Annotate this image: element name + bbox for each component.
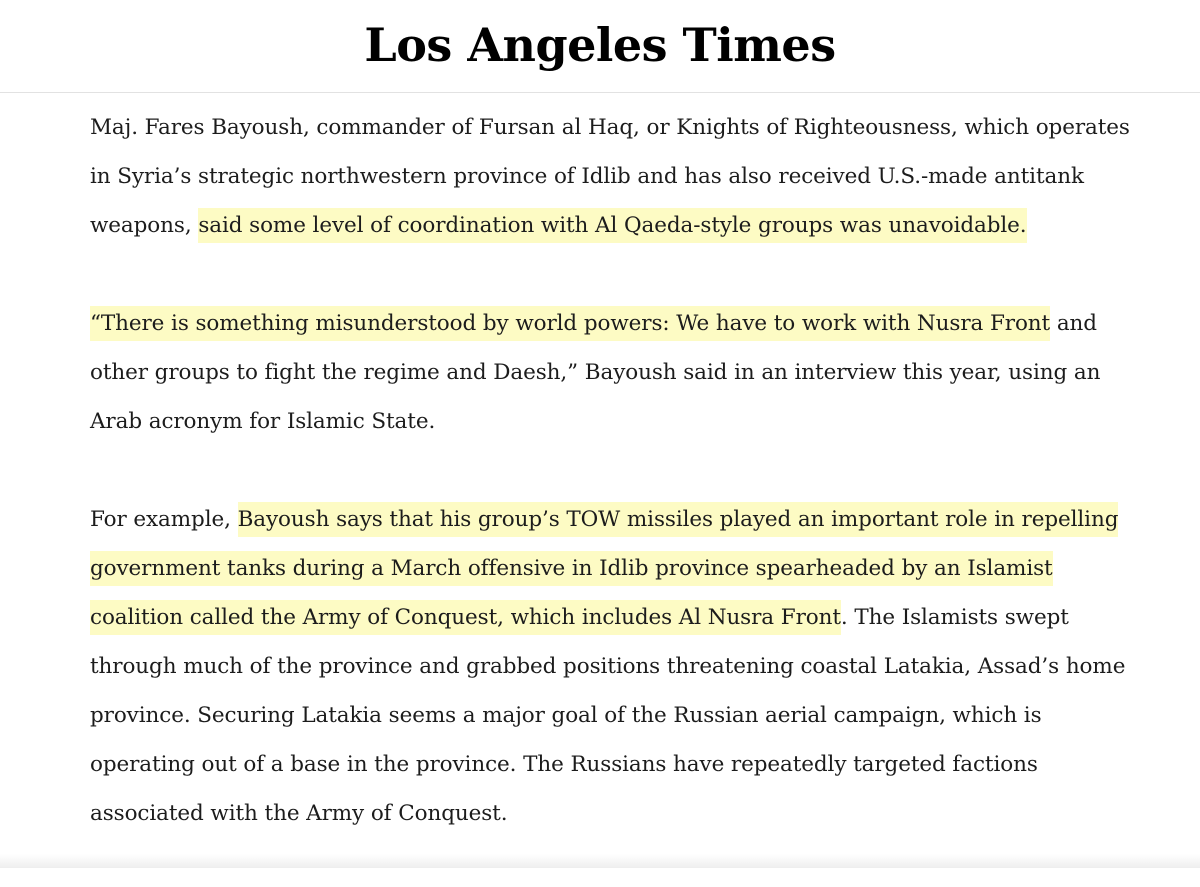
article-paragraph-1 — [90, 103, 1150, 250]
paragraph-text: Maj. Fares Bayoush, commander of Fursan al Haq, or Knights of Righteousness, which operates in Syria’s strategic northwestern province of Idlib and has also received U.S.-made antitank weapons, — [90, 115, 1130, 238]
highlighted-text: said some level of coordination with Al Qaeda-style groups was unavoidable. — [198, 208, 1026, 243]
article-body — [90, 103, 1150, 887]
paragraph-text: and other groups to fight the regime and Daesh,” Bayoush said in an interview this year, using an Arab acronym for Islamic State. — [90, 311, 1101, 434]
masthead — [0, 0, 1200, 93]
paragraph-text: . The Islamists swept through much of the province and grabbed positions threatening coastal Latakia, Assad’s home province. Securing Latakia seems a major goal of the Russian aerial campaign, which is operating out of a base in the province. The Russians have repeatedly targeted factions associated with the Army of Conquest. — [90, 605, 1126, 826]
article-paragraph-3 — [90, 495, 1150, 838]
highlighted-text: Bayoush says that his group’s TOW missiles played an important role in repelling government tanks during a March offensive in Idlib province spearheaded by an Islamist coalition called the Army of Conquest, which includes Al Nusra Front — [90, 502, 1118, 635]
paragraph-text: For example, — [90, 507, 238, 532]
site-logo[interactable]: Los Angeles Times — [364, 18, 836, 72]
highlighted-text: “There is something misunderstood by world powers: We have to work with Nusra Front — [90, 306, 1050, 341]
bottom-shadow — [0, 854, 1200, 868]
article-paragraph-2 — [90, 299, 1150, 446]
